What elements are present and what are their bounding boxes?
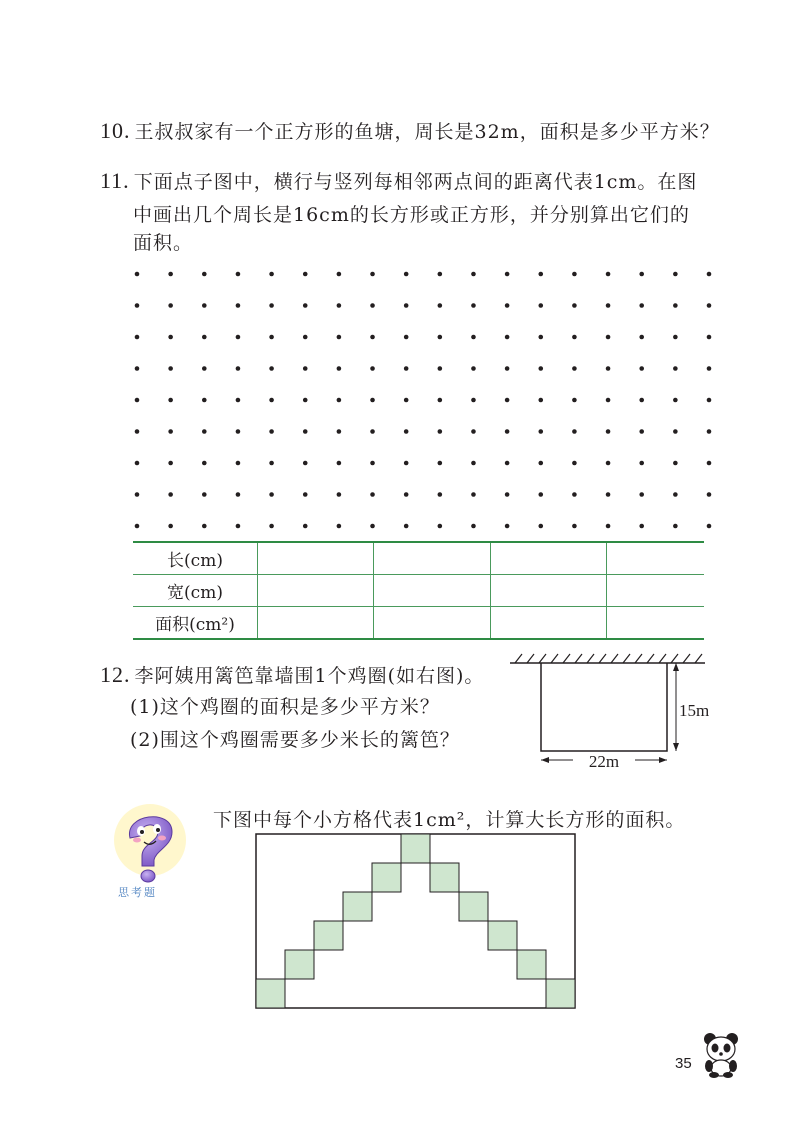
question-12-sub-2: (2)围这个鸡圈需要多少米长的篱笆？ (130, 729, 460, 751)
grid-dot (135, 366, 140, 371)
shaded-square (430, 863, 459, 892)
grid-dot (236, 272, 241, 277)
grid-dot (505, 303, 510, 308)
shaded-square (285, 950, 314, 979)
question-11-number: 11. (100, 168, 130, 193)
grid-dot (606, 429, 611, 434)
grid-dot (471, 429, 476, 434)
table-row (133, 607, 704, 640)
grid-dot (202, 272, 207, 277)
grid-dot (370, 366, 375, 371)
question-11 (100, 164, 697, 199)
grid-dot (707, 303, 712, 308)
question-10 (100, 114, 720, 149)
grid-dot (639, 398, 644, 403)
shaded-square (488, 921, 517, 950)
grid-dot (572, 492, 577, 497)
grid-dot (606, 461, 611, 466)
grid-dot (572, 335, 577, 340)
dot-grid[interactable] (133, 270, 713, 530)
grid-dot (606, 492, 611, 497)
grid-dot (572, 429, 577, 434)
answer-cell[interactable] (374, 607, 490, 640)
shaded-square (517, 950, 546, 979)
grid-dot (438, 461, 443, 466)
question-11-line-3: 面积。 (133, 232, 194, 254)
grid-dot (538, 303, 543, 308)
shaded-square (546, 979, 575, 1008)
grid-dot (202, 524, 207, 529)
grid-dot (639, 335, 644, 340)
grid-dot (707, 272, 712, 277)
panda-icon (700, 1030, 744, 1078)
grid-dot (370, 272, 375, 277)
grid-dot (707, 366, 712, 371)
answer-cell[interactable] (490, 575, 606, 607)
grid-dot (303, 524, 308, 529)
question-12-text: 李阿姨用篱笆靠墙围1个鸡圈(如右图)。 (134, 665, 485, 687)
grid-dot (337, 303, 342, 308)
grid-dot (135, 398, 140, 403)
grid-dot (471, 366, 476, 371)
grid-dot (538, 492, 543, 497)
grid-dot (707, 461, 712, 466)
grid-dot (707, 492, 712, 497)
grid-dot (269, 524, 274, 529)
grid-dot (303, 492, 308, 497)
grid-dot (337, 461, 342, 466)
measurement-table (133, 541, 704, 640)
grid-dot (404, 335, 409, 340)
grid-dot (202, 335, 207, 340)
grid-dot (438, 366, 443, 371)
grid-dot (337, 492, 342, 497)
grid-dot (168, 461, 173, 466)
answer-cell[interactable] (374, 542, 490, 575)
grid-dot (236, 429, 241, 434)
grid-dot (135, 272, 140, 277)
grid-dot (202, 492, 207, 497)
answer-cell[interactable] (258, 542, 374, 575)
grid-dot (707, 335, 712, 340)
grid-dot (269, 461, 274, 466)
grid-dot (236, 366, 241, 371)
grid-dot (202, 429, 207, 434)
grid-dot (538, 524, 543, 529)
grid-dot (370, 429, 375, 434)
grid-dot (707, 429, 712, 434)
answer-cell[interactable] (258, 575, 374, 607)
grid-dot (471, 335, 476, 340)
grid-dot (168, 335, 173, 340)
grid-dot (168, 524, 173, 529)
grid-dot (404, 303, 409, 308)
staircase-grid (254, 832, 578, 1016)
grid-dot (471, 492, 476, 497)
grid-dot (404, 461, 409, 466)
grid-dot (337, 272, 342, 277)
question-12-sub-1: (1)这个鸡圈的面积是多少平方米？ (130, 696, 440, 718)
grid-dot (471, 524, 476, 529)
grid-dot (438, 524, 443, 529)
thinking-badge-label: 思考题 (118, 886, 157, 899)
pen-rectangle (541, 663, 667, 751)
grid-dot (202, 366, 207, 371)
grid-dot (538, 429, 543, 434)
grid-dot (471, 303, 476, 308)
grid-dot (505, 366, 510, 371)
grid-dot (202, 398, 207, 403)
grid-dot (202, 303, 207, 308)
grid-dot (236, 461, 241, 466)
grid-dot (303, 366, 308, 371)
grid-dot (236, 398, 241, 403)
grid-dot (168, 429, 173, 434)
row-label-length: 长(cm) (133, 542, 258, 575)
grid-dot (639, 366, 644, 371)
grid-dot (673, 303, 678, 308)
grid-dot (639, 429, 644, 434)
grid-dot (505, 461, 510, 466)
grid-dot (337, 335, 342, 340)
grid-dot (135, 524, 140, 529)
grid-dot (303, 272, 308, 277)
grid-dot (673, 429, 678, 434)
wall-hatch (515, 654, 702, 663)
grid-dot (673, 335, 678, 340)
grid-dot (505, 524, 510, 529)
grid-dot (404, 429, 409, 434)
grid-dot (572, 303, 577, 308)
grid-dot (538, 272, 543, 277)
chicken-pen-figure (505, 650, 720, 780)
grid-dot (135, 492, 140, 497)
grid-dot (370, 524, 375, 529)
table-row (133, 575, 704, 607)
grid-dot (639, 272, 644, 277)
grid-dot (370, 461, 375, 466)
question-10-number: 10. (100, 118, 131, 143)
grid-dot (337, 524, 342, 529)
shaded-square (314, 921, 343, 950)
grid-dot (404, 492, 409, 497)
grid-dot (269, 429, 274, 434)
grid-dot (673, 492, 678, 497)
shaded-square (459, 892, 488, 921)
grid-dot (269, 303, 274, 308)
grid-dot (639, 303, 644, 308)
grid-dot (337, 429, 342, 434)
grid-dot (135, 335, 140, 340)
shaded-square (372, 863, 401, 892)
question-12-number: 12. (100, 662, 131, 687)
answer-cell[interactable] (490, 542, 606, 575)
width-label: 22m (588, 752, 620, 771)
grid-dot (572, 272, 577, 277)
grid-dot (269, 398, 274, 403)
grid-dot (337, 366, 342, 371)
grid-dot (471, 398, 476, 403)
grid-dot (135, 461, 140, 466)
grid-dot (370, 303, 375, 308)
grid-dot (135, 303, 140, 308)
grid-dot (404, 366, 409, 371)
grid-dot (236, 492, 241, 497)
grid-dot (438, 429, 443, 434)
grid-dot (303, 335, 308, 340)
grid-dot (606, 272, 611, 277)
grid-dot (471, 272, 476, 277)
grid-dot (673, 272, 678, 277)
grid-dot (505, 398, 510, 403)
grid-dot (135, 429, 140, 434)
grid-dot (168, 272, 173, 277)
grid-dot (438, 272, 443, 277)
grid-dot (303, 461, 308, 466)
height-label: 15m (679, 701, 710, 720)
grid-dot (673, 461, 678, 466)
grid-dot (303, 398, 308, 403)
row-label-width: 宽(cm) (133, 575, 258, 607)
grid-dot (606, 398, 611, 403)
grid-dot (707, 398, 712, 403)
grid-dot (370, 335, 375, 340)
grid-dot (269, 366, 274, 371)
grid-dot (404, 398, 409, 403)
grid-dot (337, 398, 342, 403)
grid-dot (370, 398, 375, 403)
question-11-line-2: 中画出几个周长是16cm的长方形或正方形，并分别算出它们的 (133, 204, 690, 226)
grid-dot (202, 461, 207, 466)
row-label-area: 面积(cm²) (133, 607, 258, 640)
answer-cell[interactable] (258, 607, 374, 640)
grid-dot (438, 398, 443, 403)
grid-dot (269, 492, 274, 497)
grid-dot (572, 398, 577, 403)
answer-cell[interactable] (490, 607, 606, 640)
grid-dot (236, 524, 241, 529)
grid-dot (707, 524, 712, 529)
grid-dot (370, 492, 375, 497)
grid-dot (606, 366, 611, 371)
grid-dot (303, 429, 308, 434)
grid-dot (538, 335, 543, 340)
grid-dot (572, 461, 577, 466)
table-row (133, 542, 704, 575)
grid-dot (438, 492, 443, 497)
grid-dot (505, 429, 510, 434)
grid-dot (236, 303, 241, 308)
question-10-text: 王叔叔家有一个正方形的鱼塘，周长是32m，面积是多少平方米？ (134, 121, 720, 143)
grid-dot (606, 303, 611, 308)
grid-dot (269, 272, 274, 277)
grid-dot (303, 303, 308, 308)
answer-cell[interactable] (607, 542, 704, 575)
grid-dot (505, 335, 510, 340)
shaded-square (343, 892, 372, 921)
grid-dot (673, 366, 678, 371)
question-12 (100, 658, 484, 693)
question-11-line-1: 下面点子图中，横行与竖列每相邻两点间的距离代表1cm。在图 (133, 171, 698, 193)
grid-dot (404, 272, 409, 277)
grid-dot (168, 492, 173, 497)
grid-dot (673, 398, 678, 403)
grid-dot (538, 366, 543, 371)
grid-dot (404, 524, 409, 529)
thinking-question-text: 下图中每个小方格代表1cm²，计算大长方形的面积。 (213, 809, 686, 831)
grid-dot (505, 492, 510, 497)
answer-cell[interactable] (607, 607, 704, 640)
grid-dot (639, 461, 644, 466)
grid-dot (168, 303, 173, 308)
grid-dot (572, 524, 577, 529)
grid-dot (168, 398, 173, 403)
grid-dot (505, 272, 510, 277)
answer-cell[interactable] (607, 575, 704, 607)
grid-dot (538, 461, 543, 466)
shaded-square (256, 979, 285, 1008)
grid-dot (673, 524, 678, 529)
grid-dot (639, 492, 644, 497)
shaded-square (401, 834, 430, 863)
grid-dot (168, 366, 173, 371)
answer-cell[interactable] (374, 575, 490, 607)
grid-dot (269, 335, 274, 340)
grid-dot (538, 398, 543, 403)
grid-dot (438, 335, 443, 340)
page-number: 35 (675, 1055, 692, 1072)
grid-dot (606, 335, 611, 340)
grid-dot (438, 303, 443, 308)
grid-dot (606, 524, 611, 529)
grid-dot (236, 335, 241, 340)
grid-dot (572, 366, 577, 371)
grid-dot (471, 461, 476, 466)
grid-dot (639, 524, 644, 529)
